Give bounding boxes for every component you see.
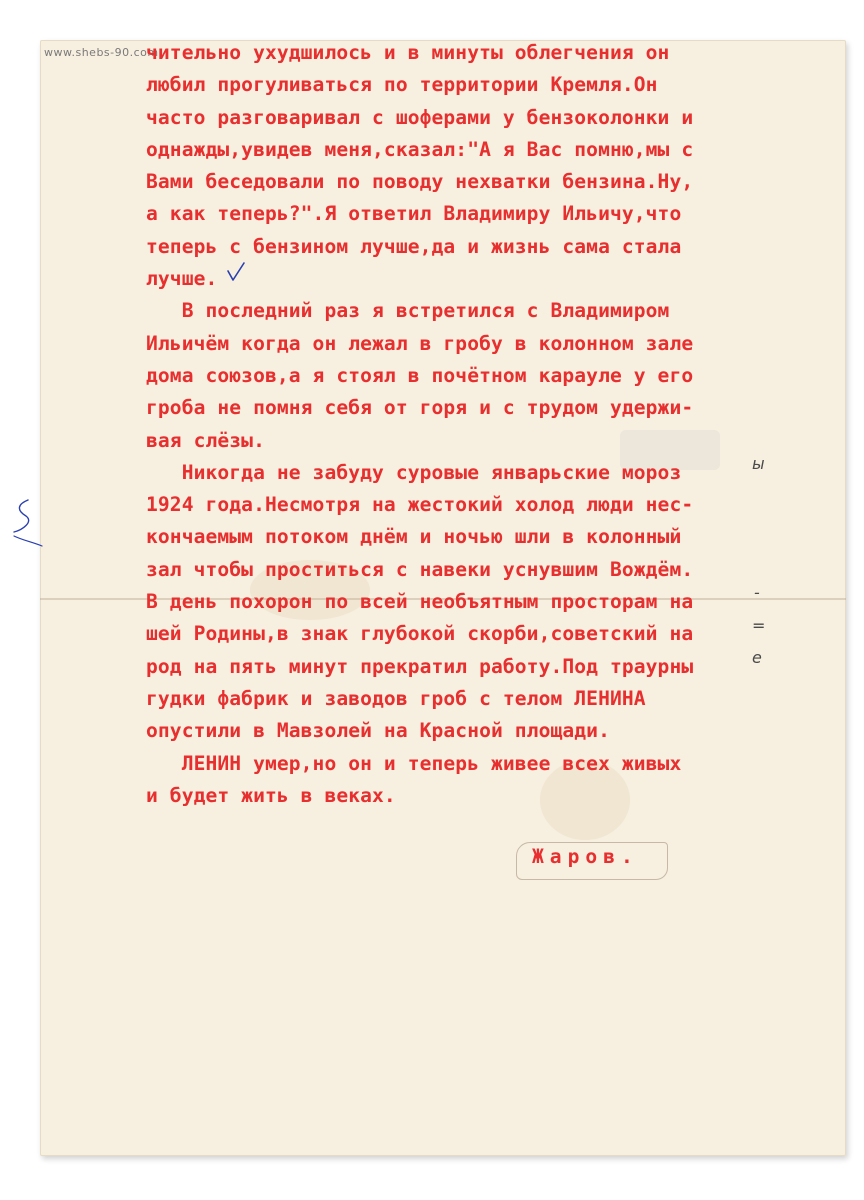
text-line: любил прогуливаться по территории Кремля.Он bbox=[146, 73, 658, 97]
text-line: часто разговаривал с шоферами у бензоколонки и bbox=[146, 105, 694, 129]
text-line: гудки фабрик и заводов гроб с телом ЛЕНИНА bbox=[146, 686, 646, 710]
text-line: опустили в Мавзолей на Красной площади. bbox=[146, 719, 610, 743]
handwritten-correction: - bbox=[754, 583, 760, 602]
signature: Жаров. bbox=[532, 845, 639, 868]
text-line: вая слёзы. bbox=[146, 428, 265, 452]
site-watermark: www.shebs-90.com bbox=[44, 46, 159, 59]
text-line: лучше. bbox=[146, 267, 218, 291]
text-line: 1924 года.Несмотря на жестокий холод люди нес- bbox=[146, 493, 694, 517]
text-line: кончаемым потоком днём и ночью шли в колонный bbox=[146, 525, 682, 549]
text-line: Ильичём когда он лежал в гробу в колонном зале bbox=[146, 331, 694, 355]
text-line: чительно ухудшилось и в минуты облегчения он bbox=[146, 41, 670, 64]
text-line: зал чтобы проститься с навеки уснувшим Вождём. bbox=[146, 557, 694, 581]
text-line: теперь с бензином лучше,да и жизнь сама стала bbox=[146, 234, 682, 258]
handwritten-correction: = bbox=[752, 616, 766, 635]
text-line: а как теперь?".Я ответил Владимиру Ильичу,что bbox=[146, 202, 682, 226]
handwritten-correction: ы bbox=[752, 454, 765, 473]
text-line: гроба не помня себя от горя и с трудом удержи- bbox=[146, 396, 694, 420]
text-line: Вами беседовали по поводу нехватки бензина.Ну, bbox=[146, 170, 694, 194]
typewritten-text bbox=[146, 37, 766, 812]
text-line: В день похорон по всей необъятным просторам на bbox=[146, 590, 694, 614]
text-line: В последний раз я встретился с Владимиром bbox=[146, 299, 670, 323]
text-line: ЛЕНИН умер,но он и теперь живее всех живых bbox=[146, 751, 682, 775]
text-line: дома союзов,а я стоял в почётном карауле у его bbox=[146, 363, 694, 387]
text-line: шей Родины,в знак глубокой скорби,советский на bbox=[146, 622, 694, 646]
pen-margin-mark-icon bbox=[8, 496, 44, 552]
text-line: род на пять минут прекратил работу.Под траурны bbox=[146, 654, 694, 678]
text-line: однажды,увидев меня,сказал:"А я Вас помню,мы с bbox=[146, 137, 694, 161]
text-line: и будет жить в веках. bbox=[146, 783, 396, 807]
pen-check-mark-icon bbox=[226, 261, 246, 283]
text-line: Никогда не забуду суровые январьские мороз bbox=[146, 460, 682, 484]
handwritten-correction: е bbox=[752, 648, 762, 667]
